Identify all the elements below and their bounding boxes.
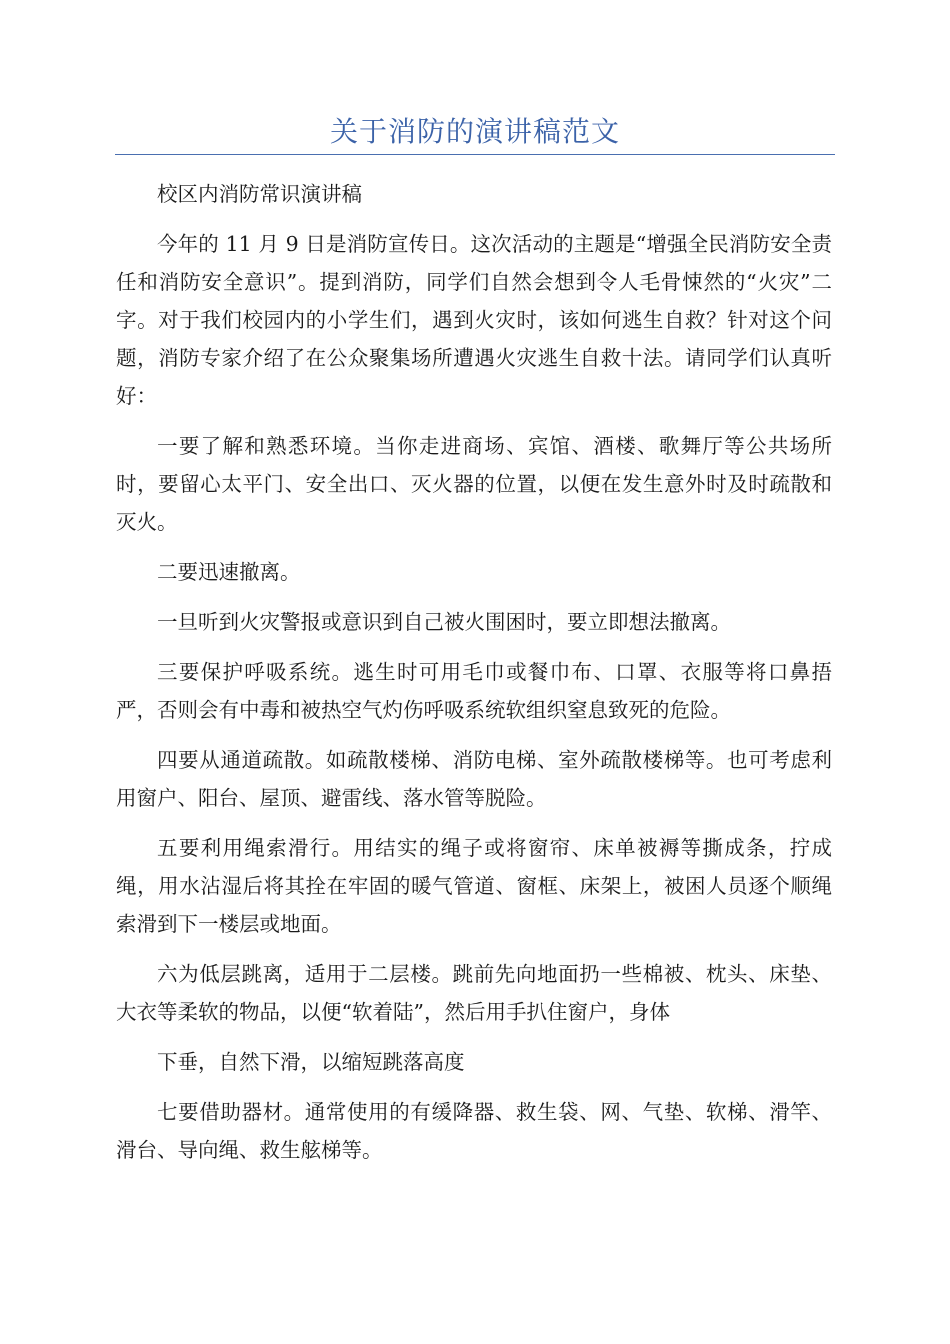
title-underline [115, 154, 835, 155]
paragraph-tip-2: 二要迅速撤离。 [157, 560, 301, 584]
paragraph-tip-4: 四要从通道疏散。如疏散楼梯、消防电梯、室外疏散楼梯等。也可考虑利用窗户、阳台、屋顶、避雷线、落水管等脱险。 [116, 748, 832, 810]
document-body [116, 175, 832, 1181]
paragraph-tip-1: 一要了解和熟悉环境。当你走进商场、宾馆、酒楼、歌舞厅等公共场所时，要留心太平门、安全出口、灭火器的位置，以便在发生意外时及时疏散和灭火。 [116, 434, 832, 534]
paragraph-tip-3: 三要保护呼吸系统。逃生时可用毛巾或餐巾布、口罩、衣服等将口鼻捂严，否则会有中毒和被热空气灼伤呼吸系统软组织窒息致死的危险。 [116, 660, 832, 722]
paragraph-intro: 今年的 11 月 9 日是消防宣传日。这次活动的主题是“增强全民消防安全责任和消防安全意识”。提到消防，同学们自然会想到令人毛骨悚然的“火灾”二字。对于我们校园内的小学生们，遇到火灾时，该如何逃生自救？针对这个问题，消防专家介绍了在公众聚集场所遭遇火灾逃生自救十法。请同学们认真听好： [116, 232, 832, 408]
paragraph-subtitle: 校区内消防常识演讲稿 [157, 182, 362, 206]
paragraph-tip-2-detail: 一旦听到火灾警报或意识到自己被火围困时，要立即想法撤离。 [157, 610, 731, 634]
paragraph-tip-7: 七要借助器材。通常使用的有缓降器、救生袋、网、气垫、软梯、滑竿、滑台、导向绳、救生舷梯等。 [116, 1100, 832, 1162]
document-title: 关于消防的演讲稿范文 [329, 115, 620, 148]
paragraph-tip-6-continued: 下垂，自然下滑，以缩短跳落高度 [157, 1050, 465, 1074]
paragraph-tip-6: 六为低层跳离，适用于二层楼。跳前先向地面扔一些棉被、枕头、床垫、大衣等柔软的物品，以便“软着陆”，然后用手扒住窗户，身体 [116, 962, 832, 1024]
paragraph-tip-5: 五要利用绳索滑行。用结实的绳子或将窗帘、床单被褥等撕成条，拧成绳，用水沾湿后将其拴在牢固的暖气管道、窗框、床架上，被困人员逐个顺绳索滑到下一楼层或地面。 [116, 836, 832, 936]
